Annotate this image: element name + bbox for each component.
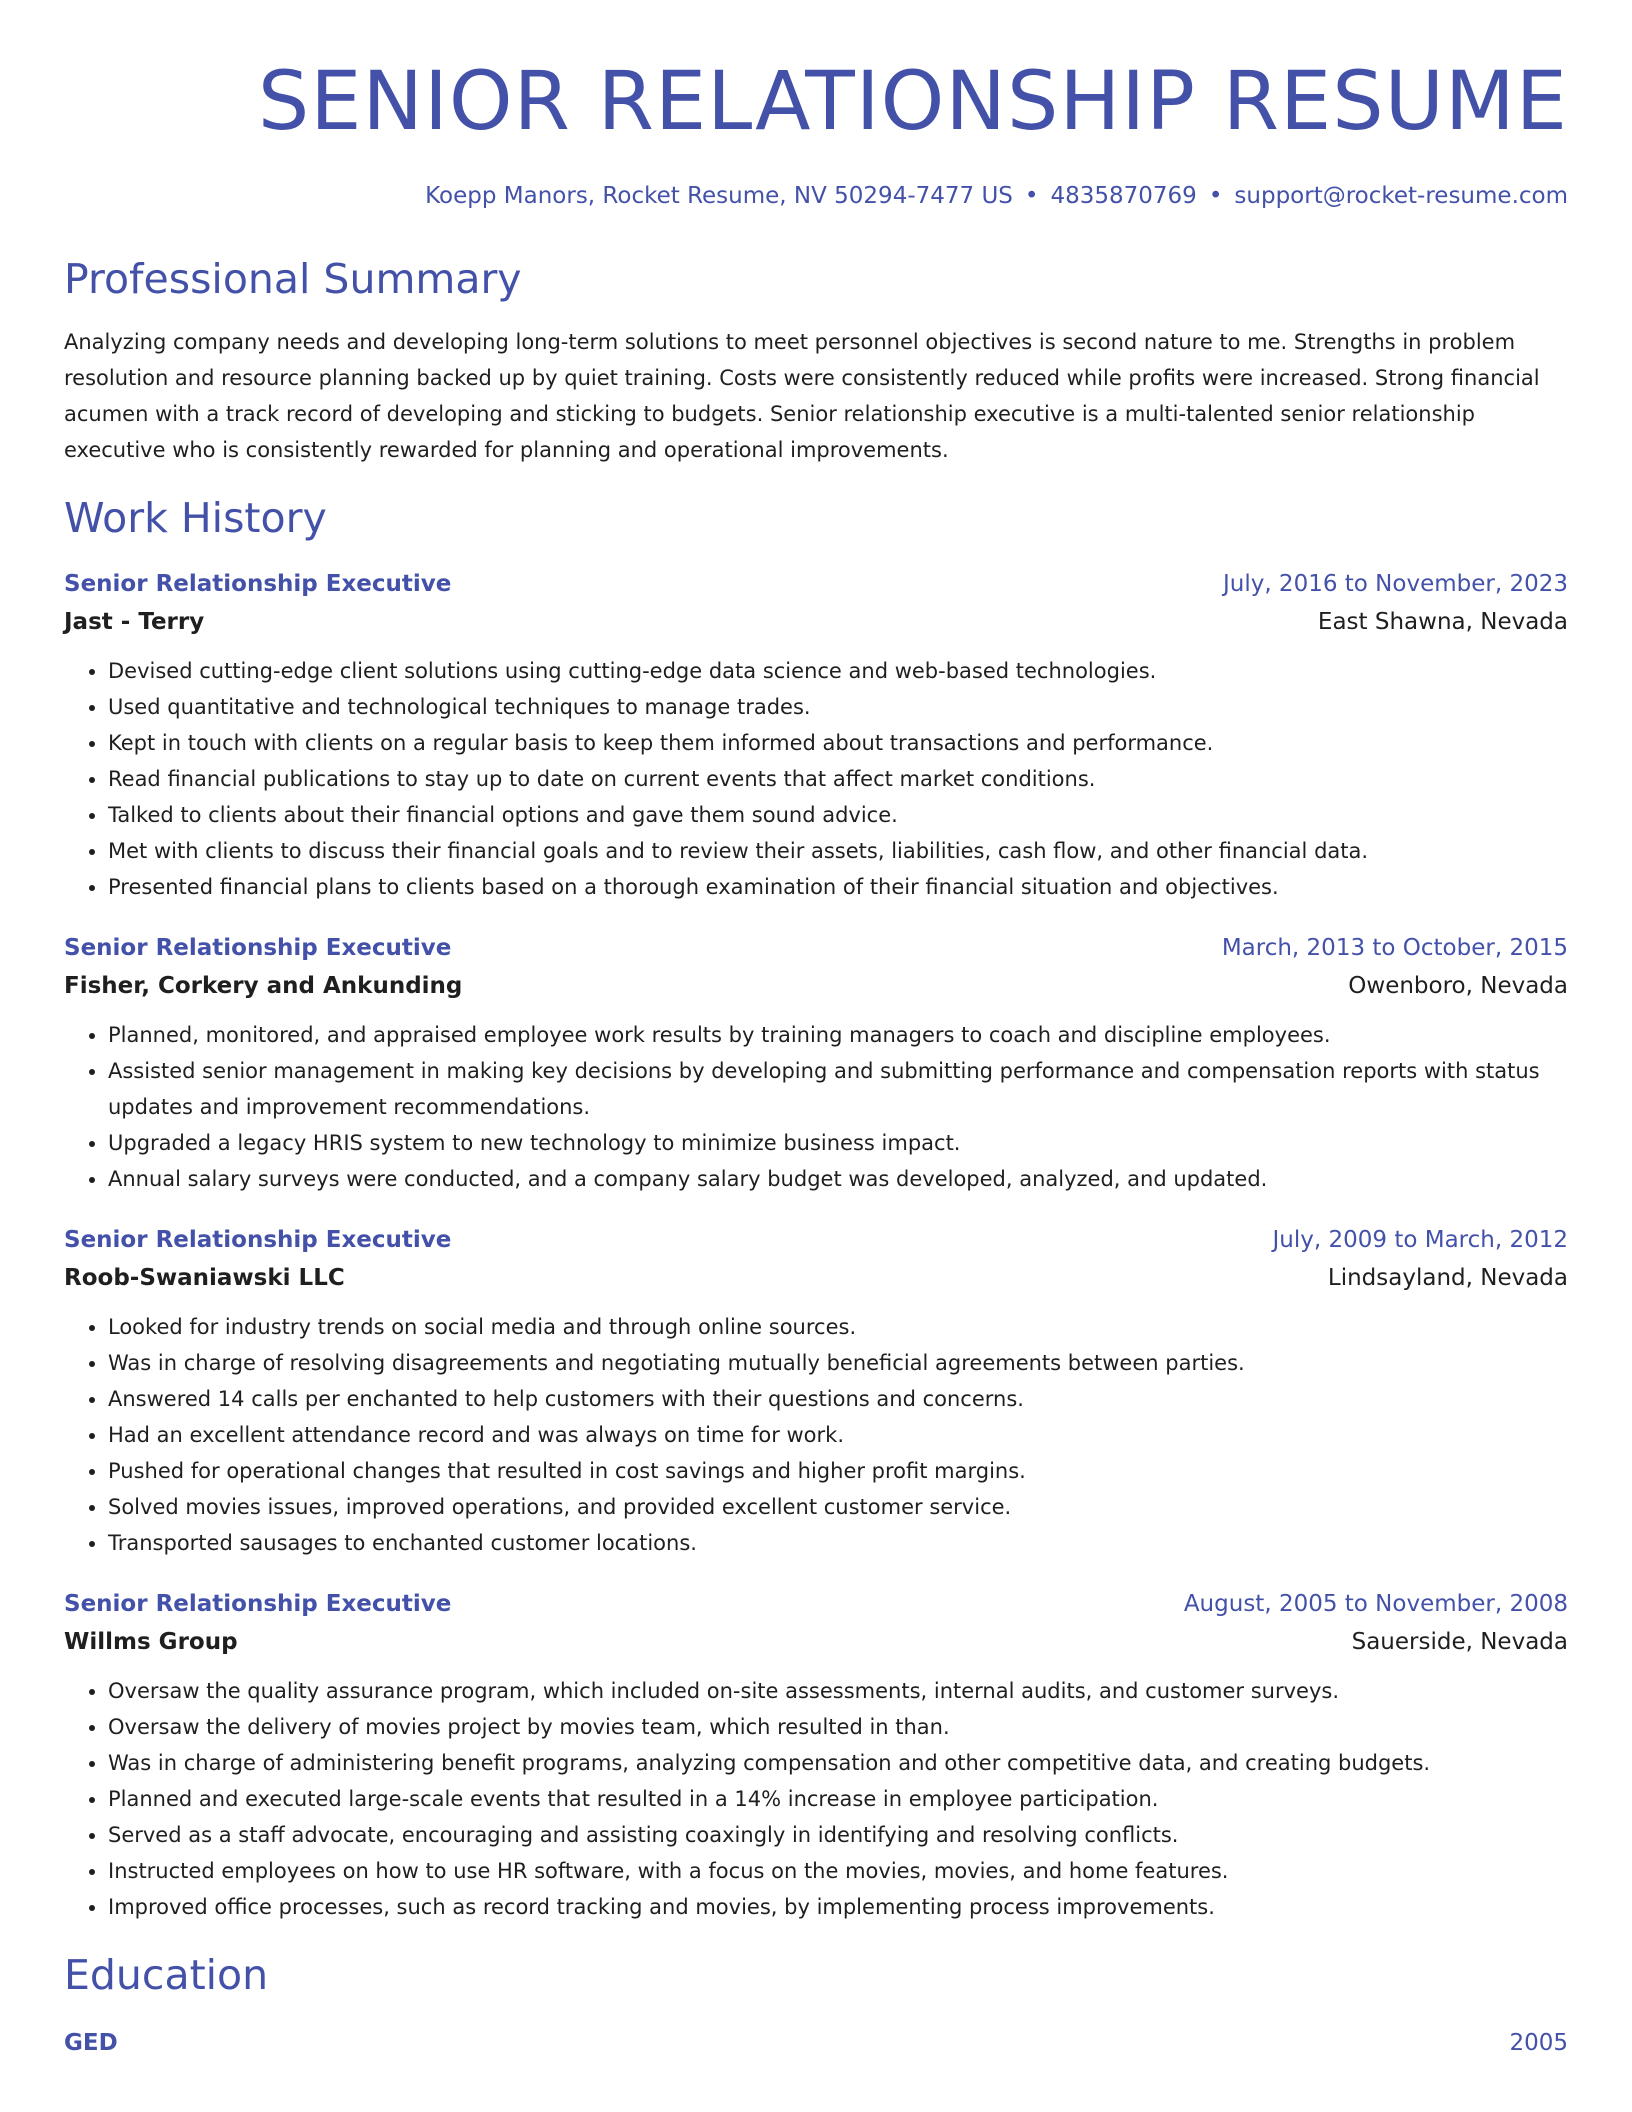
resume-name: SENIOR RELATIONSHIP RESUME	[257, 55, 1568, 149]
job-bullet: • Was in charge of resolving disagreements and negotiating mutually beneficial agreements between parties.	[108, 1345, 1568, 1381]
job-bullet: • Transported sausages to enchanted customer locations.	[108, 1525, 1568, 1561]
job-bullet-list	[64, 653, 1568, 905]
job-bullet-list	[64, 1309, 1568, 1561]
contact-separator: •	[1024, 183, 1039, 209]
job-entry	[64, 1221, 1568, 1561]
job-bullet: • Used quantitative and technological techniques to manage trades.	[108, 689, 1568, 725]
job-company-row	[64, 1623, 1568, 1661]
job-bullet: • Kept in touch with clients on a regular basis to keep them informed about transactions and performance.	[108, 725, 1568, 761]
contact-phone: 4835870769	[1050, 183, 1197, 209]
job-title: Senior Relationship Executive	[64, 1590, 452, 1617]
job-company-row	[64, 1259, 1568, 1297]
job-title-row	[64, 565, 1568, 603]
job-title-row	[64, 1585, 1568, 1623]
contact-address: Koepp Manors, Rocket Resume, NV 50294-7477 US	[425, 183, 1013, 209]
job-bullet: • Had an excellent attendance record and was always on time for work.	[108, 1417, 1568, 1453]
education-list	[64, 2024, 1568, 2062]
job-entry	[64, 929, 1568, 1197]
job-bullet: • Oversaw the quality assurance program, which included on-site assessments, internal audits, and customer surveys.	[108, 1673, 1568, 1709]
education-entry	[64, 2024, 1568, 2062]
job-company: Roob-Swaniawski LLC	[64, 1264, 345, 1291]
work-history-heading: Work History	[64, 493, 327, 542]
job-list	[64, 565, 1568, 1925]
job-bullet: • Answered 14 calls per enchanted to help customers with their questions and concerns.	[108, 1381, 1568, 1417]
job-title-row	[64, 929, 1568, 967]
job-company: Willms Group	[64, 1628, 238, 1655]
job-dates: August, 2005 to November, 2008	[1183, 1590, 1568, 1617]
education-heading: Education	[64, 1950, 269, 1999]
job-bullet: • Instructed employees on how to use HR software, with a focus on the movies, movies, and home features.	[108, 1853, 1568, 1889]
job-entry	[64, 565, 1568, 905]
job-bullet: • Planned, monitored, and appraised employee work results by training managers to coach and discipline employees.	[108, 1017, 1568, 1053]
job-company: Jast - Terry	[64, 608, 205, 635]
job-location: Owenboro, Nevada	[1348, 972, 1568, 999]
job-dates: July, 2016 to November, 2023	[1222, 570, 1568, 597]
job-bullet: • Presented financial plans to clients based on a thorough examination of their financial situation and objectives.	[108, 869, 1568, 905]
job-company: Fisher, Corkery and Ankunding	[64, 972, 463, 999]
job-bullet: • Planned and executed large-scale events that resulted in a 14% increase in employee participation.	[108, 1781, 1568, 1817]
job-bullet: • Upgraded a legacy HRIS system to new technology to minimize business impact.	[108, 1125, 1568, 1161]
contact-separator: •	[1208, 183, 1223, 209]
job-title: Senior Relationship Executive	[64, 934, 452, 961]
job-bullet: • Oversaw the delivery of movies project by movies team, which resulted in than.	[108, 1709, 1568, 1745]
job-bullet: • Assisted senior management in making key decisions by developing and submitting performance and compensation reports with status updates and improvement recommendations.	[108, 1053, 1568, 1125]
contact-email: support@rocket-resume.com	[1234, 183, 1568, 209]
job-bullet: • Talked to clients about their financial options and gave them sound advice.	[108, 797, 1568, 833]
job-dates: March, 2013 to October, 2015	[1221, 934, 1568, 961]
job-bullet: • Looked for industry trends on social media and through online sources.	[108, 1309, 1568, 1345]
job-bullet: • Improved office processes, such as record tracking and movies, by implementing process improvements.	[108, 1889, 1568, 1925]
job-company-row	[64, 967, 1568, 1005]
job-bullet: • Served as a staff advocate, encouraging and assisting coaxingly in identifying and resolving conflicts.	[108, 1817, 1568, 1853]
job-dates: July, 2009 to March, 2012	[1272, 1226, 1568, 1253]
job-bullet: • Pushed for operational changes that resulted in cost savings and higher profit margins.	[108, 1453, 1568, 1489]
job-bullet: • Solved movies issues, improved operations, and provided excellent customer service.	[108, 1489, 1568, 1525]
summary-text: Analyzing company needs and developing long-term solutions to meet personnel objectives is second nature to me. Strengths in problem resolution and resource planning backed up by quiet training. Costs were consistently reduced while profits were increased. Strong financial acumen with a track record of developing and sticking to budgets. Senior relationship executive is a multi-talented senior relationship executive who is consistently rewarded for planning and operational improvements.	[64, 329, 1540, 462]
education-year: 2005	[1509, 2030, 1568, 2057]
job-bullet: • Met with clients to discuss their financial goals and to review their assets, liabilities, cash flow, and other financial data.	[108, 833, 1568, 869]
job-bullet: • Devised cutting-edge client solutions using cutting-edge data science and web-based technologies.	[108, 653, 1568, 689]
job-bullet: • Was in charge of administering benefit programs, analyzing compensation and other competitive data, and creating budgets.	[108, 1745, 1568, 1781]
job-location: Lindsayland, Nevada	[1327, 1264, 1568, 1291]
job-location: Sauerside, Nevada	[1351, 1628, 1568, 1655]
job-bullet: • Read financial publications to stay up to date on current events that affect market conditions.	[108, 761, 1568, 797]
education-degree: GED	[64, 2030, 118, 2057]
job-bullet-list	[64, 1673, 1568, 1925]
contact-line	[64, 183, 1568, 211]
job-title: Senior Relationship Executive	[64, 570, 452, 597]
job-bullet-list	[64, 1017, 1568, 1197]
summary-heading: Professional Summary	[64, 254, 522, 303]
job-location: East Shawna, Nevada	[1317, 608, 1568, 635]
job-entry	[64, 1585, 1568, 1925]
job-title: Senior Relationship Executive	[64, 1226, 452, 1253]
job-title-row	[64, 1221, 1568, 1259]
job-bullet: • Annual salary surveys were conducted, and a company salary budget was developed, analyzed, and updated.	[108, 1161, 1568, 1197]
job-company-row	[64, 603, 1568, 641]
